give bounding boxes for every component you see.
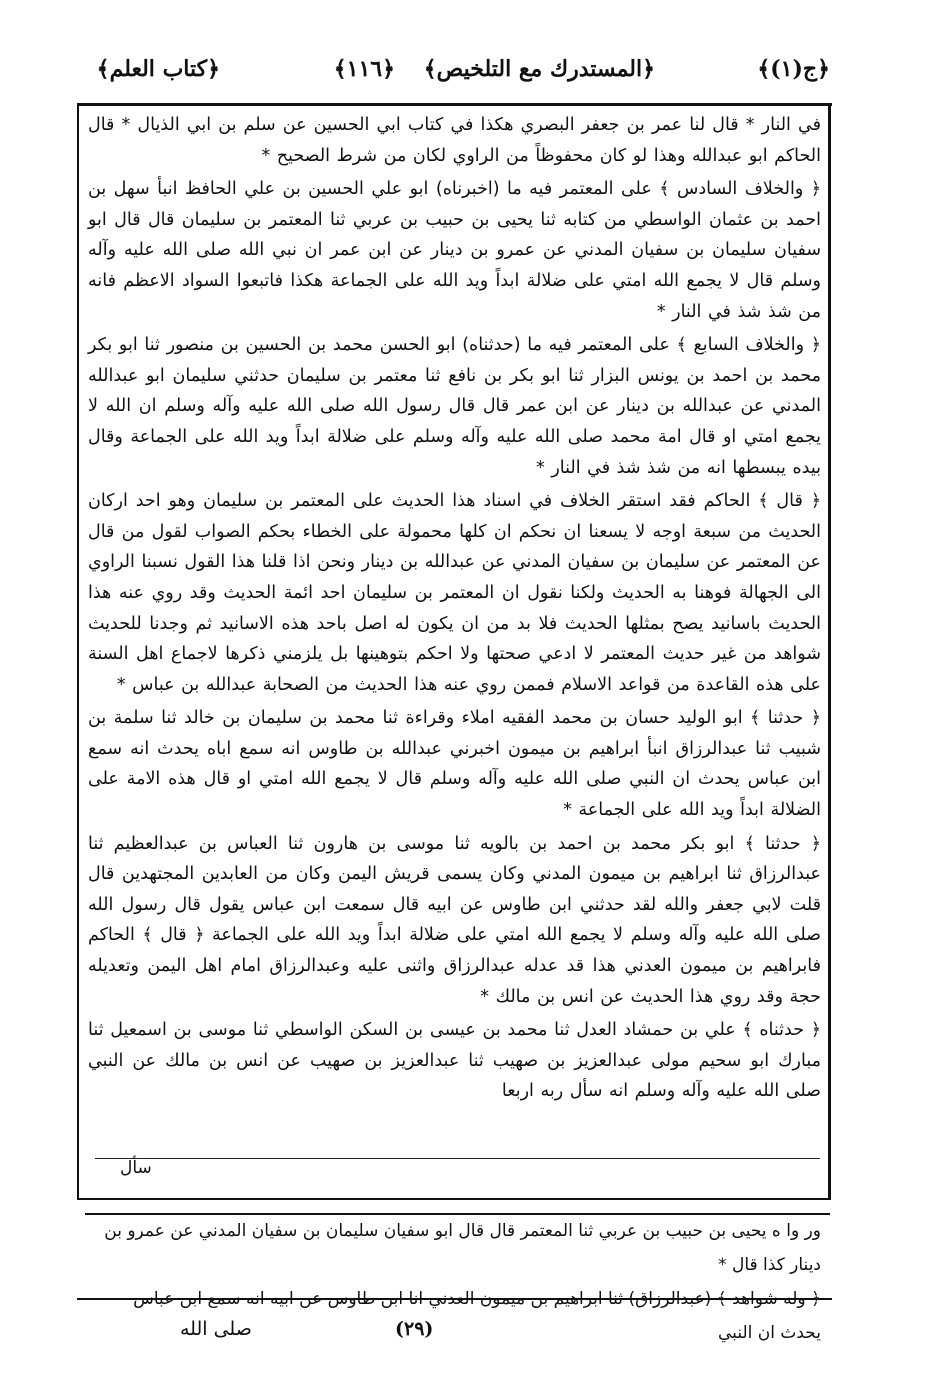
paragraph: ﴿ حدثناه ﴾ علي بن حمشاد العدل ثنا محمد بن عيسى بن السكن الواسطي ثنا موسى بن اسمعيل ثنا مبارك ابو سحيم مولى عبدالعزيز بن صهيب ثنا عبدالعزيز بن صهيب عن انس بن مالك عن النبي صلى الله عليه وآله وسلم انه سأل ربه اربعا: [88, 1020, 821, 1102]
footer-rule: [77, 1298, 832, 1300]
footnote: ور وا ه يحيى بن حبيب بن عربي ثنا المعتمر قال قال ابو سفيان سليمان بن سفيان المدني عن عمرو بن دينار كذا قال *: [104, 1221, 821, 1275]
paragraph: ﴿ حدثنا ﴾ ابو بكر محمد بن احمد بن بالويه ثنا موسى بن هارون ثنا العباس بن عبدالعظيم ثنا عبدالرزاق ثنا ابراهيم بن ميمون المدني وكان يسمى قريش اليمن وكان من العابدين المجتهدين قال قلت لابي جعفر والله لقد حدثني ابن طاوس عن ابيه قال سمعت ابن عباس يقول قال رسول الله صلى الله عليه وآله وسلم لا يجمع الله امتي على ضلالة ابداً ويد الله على الجماعة ﴿ قال ﴾ الحاكم فابراهيم بن ميمون العدني هذا قد عدله عبدالرزاق واثنى عليه وعبدالرزاق امام اهل اليمن وتعديله حجة وقد روي هذا الحديث عن انس بن مالك *: [88, 833, 821, 1007]
underline-rule: [95, 1158, 820, 1159]
chapter-title: ﴿كتاب العلم﴾: [96, 56, 220, 82]
book-title: ﴿المستدرك مع التلخيص﴾: [423, 56, 655, 82]
paragraph: ﴿ قال ﴾ الحاكم فقد استقر الخلاف في اسناد هذا الحديث على المعتمر بن سليمان وهو احد اركان الحديث من سبعة اوجه لا يسعنا ان نحكم ان كلها محمولة على الخطاء بحكم الصواب لقول من قال عن المعتمر عن سليمان بن سفيان المدني عن عبدالله بن دينار ونحن اذا قلنا هذا القول نسبنا الراوي الى الجهالة فوهنا به الحديث ولكنا نقول ان المعتمر بن سليمان احد ائمة الحديث وقد روي عنه هذا الحديث باسانيد يصح بمثلها الحديث فلا بد من ان يكون له اصل باحد هذه الاسانيد ثم وجدنا للحديث شواهد من غير حديث المعتمر لا ادعي صحتها ولا احكم بتوهينها بل يلزمني ذكرها لاجماع اهل السنة على هذه القاعدة من قواعد الاسلام فممن روي عنه هذا الحديث من الصحابة عبدالله بن عباس *: [88, 491, 821, 695]
footnote: ﴿ وله شواهد ﴾ (عبدالرزاق) ثنا ابراهيم بن ميمون العدني انا ابن طاوس عن ابيه انه سمع ابن عباس يحدث ان النبي: [133, 1289, 821, 1343]
volume-label: ﴿ج(١)﴾: [757, 56, 830, 82]
paragraph: ﴿ والخلاف السادس ﴾ على المعتمر فيه ما (اخبرناه) ابو علي الحسين بن علي الحافظ انبأ سهل بن احمد بن عثمان الواسطي من كتابه ثنا يحيى بن حبيب بن عربي ثنا المعتمر بن سليمان قال قال ابو سفيان سليمان بن سفيان المدني عن عمرو بن دينار عن ابن عمر ان نبي الله صلى الله عليه وآله وسلم قال لا يجمع الله امتي على ضلالة ابداً ويد الله على الجماعة هكذا فاتبعوا السواد الاعظم فانه من شذ شذ في النار *: [88, 179, 821, 322]
margin-gloss: سأل: [120, 1158, 152, 1178]
catchword: صلى الله: [180, 1318, 252, 1340]
paragraph: ﴿ والخلاف السابع ﴾ على المعتمر فيه ما (حدثناه) ابو الحسن محمد بن الحسين بن منصور ثنا ابو بكر محمد بن احمد بن يونس البزار ثنا ابو بكر بن نافع ثنا معتمر بن سليمان حدثني سليمان ابو عبدالله المدني عن عبدالله بن دينار عن ابن عمر قال قال رسول الله صلى الله عليه وآله وسلم ان الله لا يجمع امتي او قال امة محمد صلى الله عليه وآله وسلم على ضلالة ابداً ويد الله على الجماعة وقال بيده يبسطها انه من شذ شذ في النار *: [88, 335, 821, 478]
main-text: [88, 110, 821, 1110]
header-page-number: ﴿١١٦﴾: [333, 56, 395, 82]
footer-page-number: (٢٩): [395, 1318, 434, 1340]
page-header: [95, 50, 830, 98]
paragraph: في النار * قال لنا عمر بن جعفر البصري هكذا في كتاب ابي الحسين عن سلم بن ابي الذيال * قال الحاكم ابو عبدالله وهذا لو كان محفوظاً من الراوي لكان من شرط الصحيح *: [88, 115, 821, 166]
paragraph: ﴿ حدثنا ﴾ ابو الوليد حسان بن محمد الفقيه املاء وقراءة ثنا محمد بن سليمان بن خالد ثنا سلمة بن شبيب ثنا عبدالرزاق انبأ ابراهيم بن ميمون اخبرني عبدالله بن طاوس انه سمع اباه يحدث انه سمع ابن عباس يحدث ان النبي صلى الله عليه وآله وسلم قال لا يجمع الله امتي او قال هذه الامة على الضلالة ابداً ويد الله على الجماعة *: [88, 708, 821, 821]
